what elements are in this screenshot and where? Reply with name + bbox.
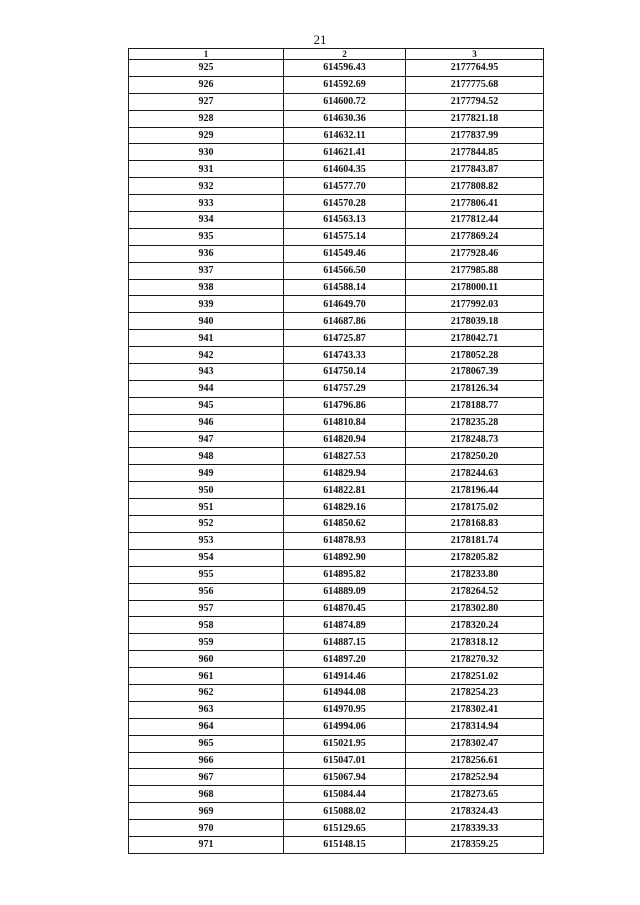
table-row <box>129 161 544 178</box>
table-row <box>129 532 544 549</box>
cell-x-coordinate: 614687.86 <box>284 313 406 330</box>
cell-x-coordinate: 615148.15 <box>284 836 406 853</box>
table-row <box>129 93 544 110</box>
table-body <box>129 60 544 854</box>
cell-y-coordinate: 2178264.52 <box>406 583 544 600</box>
cell-x-coordinate: 614897.20 <box>284 651 406 668</box>
table-row <box>129 735 544 752</box>
cell-point-number: 952 <box>129 516 284 533</box>
cell-x-coordinate: 614750.14 <box>284 364 406 381</box>
table-row <box>129 431 544 448</box>
table-row <box>129 701 544 718</box>
cell-y-coordinate: 2178248.73 <box>406 431 544 448</box>
cell-x-coordinate: 614914.46 <box>284 668 406 685</box>
cell-point-number: 949 <box>129 465 284 482</box>
cell-x-coordinate: 614827.53 <box>284 448 406 465</box>
cell-y-coordinate: 2178181.74 <box>406 532 544 549</box>
table-row <box>129 76 544 93</box>
cell-y-coordinate: 2178254.23 <box>406 684 544 701</box>
cell-y-coordinate: 2177794.52 <box>406 93 544 110</box>
cell-x-coordinate: 614810.84 <box>284 414 406 431</box>
cell-x-coordinate: 614757.29 <box>284 380 406 397</box>
table-row <box>129 228 544 245</box>
cell-x-coordinate: 614588.14 <box>284 279 406 296</box>
table-row <box>129 347 544 364</box>
cell-point-number: 926 <box>129 76 284 93</box>
table-row <box>129 769 544 786</box>
table-row <box>129 465 544 482</box>
cell-x-coordinate: 614970.95 <box>284 701 406 718</box>
cell-point-number: 967 <box>129 769 284 786</box>
table-row <box>129 718 544 735</box>
cell-point-number: 956 <box>129 583 284 600</box>
cell-y-coordinate: 2178339.33 <box>406 820 544 837</box>
cell-y-coordinate: 2178314.94 <box>406 718 544 735</box>
cell-point-number: 930 <box>129 144 284 161</box>
table-row <box>129 820 544 837</box>
cell-y-coordinate: 2177806.41 <box>406 195 544 212</box>
cell-x-coordinate: 614944.08 <box>284 684 406 701</box>
cell-point-number: 945 <box>129 397 284 414</box>
cell-point-number: 969 <box>129 803 284 820</box>
cell-x-coordinate: 615129.65 <box>284 820 406 837</box>
cell-y-coordinate: 2177869.24 <box>406 228 544 245</box>
cell-y-coordinate: 2178042.71 <box>406 330 544 347</box>
cell-x-coordinate: 614549.46 <box>284 245 406 262</box>
cell-point-number: 937 <box>129 262 284 279</box>
table-row <box>129 127 544 144</box>
table-row <box>129 397 544 414</box>
cell-x-coordinate: 615067.94 <box>284 769 406 786</box>
cell-x-coordinate: 614850.62 <box>284 516 406 533</box>
cell-x-coordinate: 614878.93 <box>284 532 406 549</box>
table-row <box>129 364 544 381</box>
cell-y-coordinate: 2177764.95 <box>406 60 544 77</box>
cell-x-coordinate: 614892.90 <box>284 549 406 566</box>
cell-x-coordinate: 614796.86 <box>284 397 406 414</box>
table-row <box>129 803 544 820</box>
table-row <box>129 549 544 566</box>
cell-x-coordinate: 614822.81 <box>284 482 406 499</box>
column-header-x-coordinate: 2 <box>284 49 406 60</box>
cell-y-coordinate: 2177775.68 <box>406 76 544 93</box>
cell-y-coordinate: 2178039.18 <box>406 313 544 330</box>
cell-x-coordinate: 614596.43 <box>284 60 406 77</box>
cell-x-coordinate: 615088.02 <box>284 803 406 820</box>
cell-x-coordinate: 614994.06 <box>284 718 406 735</box>
cell-point-number: 940 <box>129 313 284 330</box>
cell-point-number: 955 <box>129 566 284 583</box>
table-row <box>129 296 544 313</box>
column-header-y-coordinate: 3 <box>406 49 544 60</box>
cell-point-number: 957 <box>129 600 284 617</box>
cell-y-coordinate: 2177843.87 <box>406 161 544 178</box>
cell-y-coordinate: 2178302.80 <box>406 600 544 617</box>
cell-x-coordinate: 615047.01 <box>284 752 406 769</box>
cell-x-coordinate: 614575.14 <box>284 228 406 245</box>
table-row <box>129 313 544 330</box>
cell-y-coordinate: 2178052.28 <box>406 347 544 364</box>
cell-point-number: 943 <box>129 364 284 381</box>
cell-point-number: 932 <box>129 178 284 195</box>
cell-y-coordinate: 2178244.63 <box>406 465 544 482</box>
cell-x-coordinate: 614621.41 <box>284 144 406 161</box>
cell-point-number: 968 <box>129 786 284 803</box>
cell-point-number: 941 <box>129 330 284 347</box>
cell-x-coordinate: 614887.15 <box>284 634 406 651</box>
cell-point-number: 962 <box>129 684 284 701</box>
cell-x-coordinate: 614577.70 <box>284 178 406 195</box>
cell-y-coordinate: 2177812.44 <box>406 212 544 229</box>
cell-point-number: 925 <box>129 60 284 77</box>
cell-x-coordinate: 614725.87 <box>284 330 406 347</box>
cell-x-coordinate: 614592.69 <box>284 76 406 93</box>
cell-y-coordinate: 2178168.83 <box>406 516 544 533</box>
cell-y-coordinate: 2177808.82 <box>406 178 544 195</box>
table-row <box>129 245 544 262</box>
cell-point-number: 971 <box>129 836 284 853</box>
table-row <box>129 262 544 279</box>
cell-x-coordinate: 614600.72 <box>284 93 406 110</box>
cell-point-number: 959 <box>129 634 284 651</box>
cell-y-coordinate: 2178324.43 <box>406 803 544 820</box>
page-number: 21 <box>313 32 327 47</box>
cell-x-coordinate: 614829.16 <box>284 499 406 516</box>
cell-point-number: 950 <box>129 482 284 499</box>
cell-y-coordinate: 2178205.82 <box>406 549 544 566</box>
cell-point-number: 961 <box>129 668 284 685</box>
cell-y-coordinate: 2178273.65 <box>406 786 544 803</box>
cell-x-coordinate: 614563.13 <box>284 212 406 229</box>
table-row <box>129 195 544 212</box>
cell-x-coordinate: 614870.45 <box>284 600 406 617</box>
cell-point-number: 927 <box>129 93 284 110</box>
table-row <box>129 482 544 499</box>
cell-point-number: 929 <box>129 127 284 144</box>
table-row <box>129 617 544 634</box>
cell-point-number: 951 <box>129 499 284 516</box>
cell-point-number: 953 <box>129 532 284 549</box>
cell-point-number: 964 <box>129 718 284 735</box>
cell-x-coordinate: 614570.28 <box>284 195 406 212</box>
cell-y-coordinate: 2178256.61 <box>406 752 544 769</box>
table-row <box>129 330 544 347</box>
column-header-point-number: 1 <box>129 49 284 60</box>
table-row <box>129 583 544 600</box>
cell-x-coordinate: 614604.35 <box>284 161 406 178</box>
table-row <box>129 60 544 77</box>
cell-x-coordinate: 614895.82 <box>284 566 406 583</box>
cell-point-number: 938 <box>129 279 284 296</box>
cell-y-coordinate: 2178233.80 <box>406 566 544 583</box>
cell-point-number: 939 <box>129 296 284 313</box>
cell-y-coordinate: 2178175.02 <box>406 499 544 516</box>
cell-y-coordinate: 2177844.85 <box>406 144 544 161</box>
cell-point-number: 946 <box>129 414 284 431</box>
cell-point-number: 936 <box>129 245 284 262</box>
cell-point-number: 947 <box>129 431 284 448</box>
cell-x-coordinate: 614820.94 <box>284 431 406 448</box>
cell-x-coordinate: 614630.36 <box>284 110 406 127</box>
cell-y-coordinate: 2178251.02 <box>406 668 544 685</box>
table-row <box>129 786 544 803</box>
cell-x-coordinate: 614649.70 <box>284 296 406 313</box>
cell-point-number: 963 <box>129 701 284 718</box>
cell-point-number: 931 <box>129 161 284 178</box>
cell-point-number: 934 <box>129 212 284 229</box>
cell-x-coordinate: 614632.11 <box>284 127 406 144</box>
table-row <box>129 380 544 397</box>
cell-point-number: 942 <box>129 347 284 364</box>
table-header-row <box>129 49 544 60</box>
table-row <box>129 651 544 668</box>
cell-y-coordinate: 2178235.28 <box>406 414 544 431</box>
cell-point-number: 948 <box>129 448 284 465</box>
table-row <box>129 836 544 853</box>
cell-y-coordinate: 2178196.44 <box>406 482 544 499</box>
cell-y-coordinate: 2178302.41 <box>406 701 544 718</box>
cell-x-coordinate: 615084.44 <box>284 786 406 803</box>
cell-x-coordinate: 615021.95 <box>284 735 406 752</box>
table-row <box>129 516 544 533</box>
cell-x-coordinate: 614566.50 <box>284 262 406 279</box>
cell-y-coordinate: 2178302.47 <box>406 735 544 752</box>
cell-y-coordinate: 2178252.94 <box>406 769 544 786</box>
cell-point-number: 970 <box>129 820 284 837</box>
cell-point-number: 966 <box>129 752 284 769</box>
cell-point-number: 944 <box>129 380 284 397</box>
table-row <box>129 499 544 516</box>
cell-x-coordinate: 614874.89 <box>284 617 406 634</box>
cell-y-coordinate: 2177837.99 <box>406 127 544 144</box>
cell-y-coordinate: 2178359.25 <box>406 836 544 853</box>
cell-point-number: 928 <box>129 110 284 127</box>
cell-y-coordinate: 2178250.20 <box>406 448 544 465</box>
cell-point-number: 965 <box>129 735 284 752</box>
table-row <box>129 566 544 583</box>
coordinates-table <box>128 48 544 854</box>
cell-y-coordinate: 2178318.12 <box>406 634 544 651</box>
table-row <box>129 600 544 617</box>
cell-x-coordinate: 614829.94 <box>284 465 406 482</box>
table-row <box>129 448 544 465</box>
cell-y-coordinate: 2177821.18 <box>406 110 544 127</box>
table-row <box>129 178 544 195</box>
cell-point-number: 935 <box>129 228 284 245</box>
cell-x-coordinate: 614889.09 <box>284 583 406 600</box>
table-row <box>129 212 544 229</box>
table-row <box>129 110 544 127</box>
table-row <box>129 684 544 701</box>
table-row <box>129 279 544 296</box>
cell-y-coordinate: 2178126.34 <box>406 380 544 397</box>
table-row <box>129 668 544 685</box>
cell-y-coordinate: 2178320.24 <box>406 617 544 634</box>
cell-x-coordinate: 614743.33 <box>284 347 406 364</box>
cell-y-coordinate: 2178067.39 <box>406 364 544 381</box>
cell-point-number: 954 <box>129 549 284 566</box>
table-row <box>129 414 544 431</box>
cell-y-coordinate: 2178000.11 <box>406 279 544 296</box>
cell-y-coordinate: 2177985.88 <box>406 262 544 279</box>
table-row <box>129 634 544 651</box>
cell-y-coordinate: 2178270.32 <box>406 651 544 668</box>
table-row <box>129 144 544 161</box>
cell-point-number: 933 <box>129 195 284 212</box>
cell-y-coordinate: 2177928.46 <box>406 245 544 262</box>
cell-point-number: 958 <box>129 617 284 634</box>
cell-point-number: 960 <box>129 651 284 668</box>
table-row <box>129 752 544 769</box>
cell-y-coordinate: 2178188.77 <box>406 397 544 414</box>
cell-y-coordinate: 2177992.03 <box>406 296 544 313</box>
